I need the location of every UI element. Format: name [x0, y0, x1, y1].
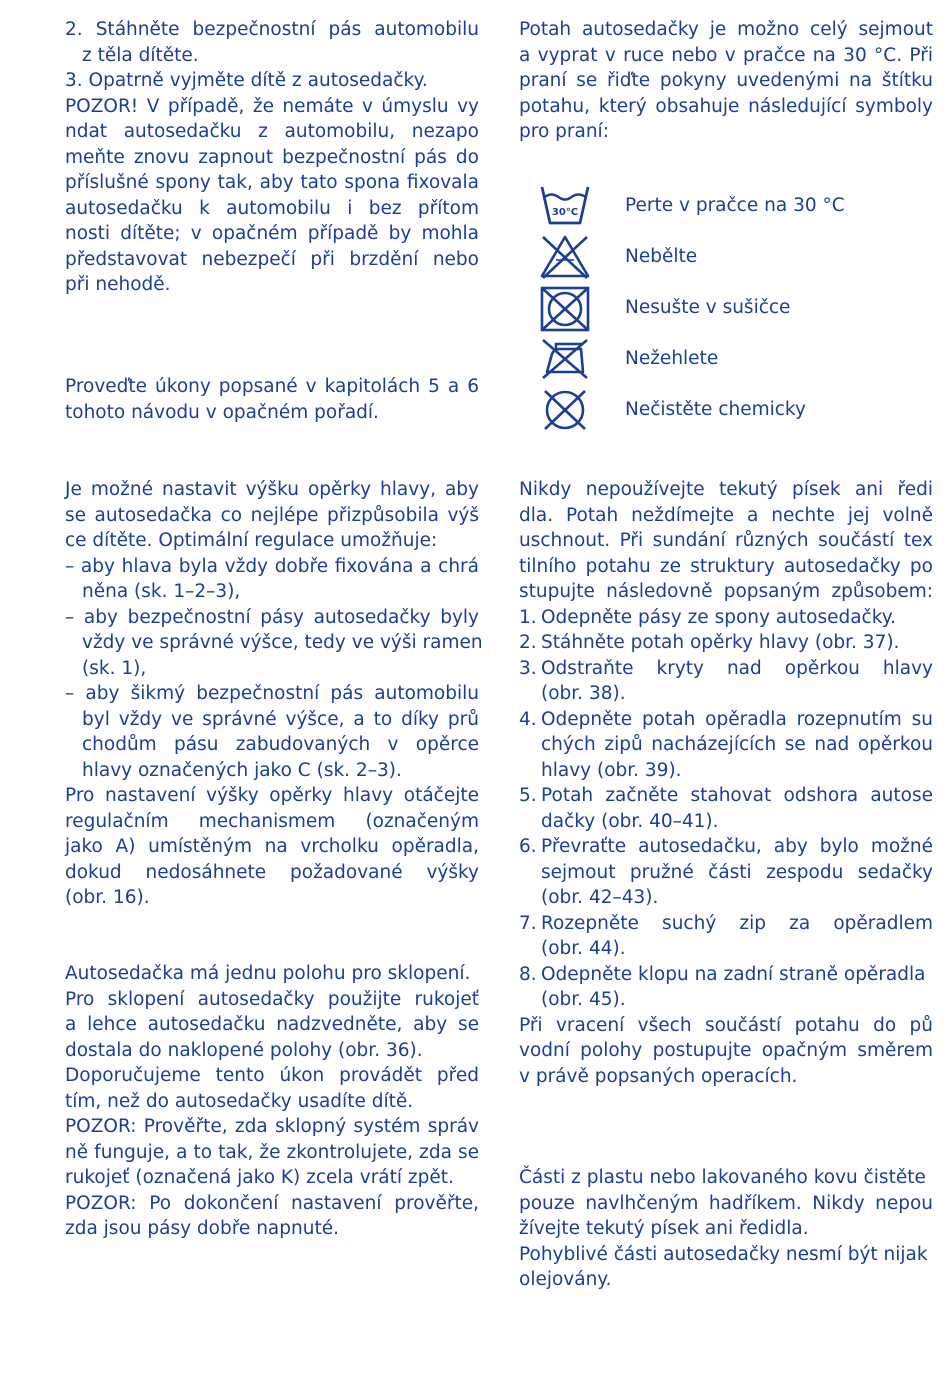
symbol-no-iron — [519, 334, 933, 384]
text-line: ndat autosedačku z automobilu, nezapo — [65, 121, 479, 142]
text-line: praní se řiďte pokyny uvedenými na štítku — [519, 70, 933, 91]
text-line: představovat nebezpečí při brzdění nebo — [65, 248, 479, 270]
text-line: (sk. 1), — [82, 657, 147, 679]
symbol-no-tumble-dry — [519, 283, 933, 333]
text-line: při nehodě. — [65, 274, 171, 295]
cover-removal-section — [519, 477, 933, 1089]
text-line: Pohyblivé části autosedačky nesmí být nijak — [519, 1243, 928, 1265]
symbol-wash-30 — [519, 181, 933, 231]
plastic-parts-paragraph — [519, 1165, 933, 1293]
text-line: (obr. 16). — [65, 887, 150, 908]
step-text: (obr. 45). — [541, 989, 626, 1010]
text-line: žívejte tekutý písek ani ředidla. — [519, 1218, 809, 1239]
text-line: 3. Opatrně vyjměte dítě z autosedačky. — [65, 70, 428, 91]
text-line: POZOR: Po dokončení nastavení prověřte, — [65, 1192, 479, 1214]
reverse-order-paragraph — [65, 374, 479, 425]
step-number: 4. — [519, 708, 537, 730]
headrest-adjustment-paragraph — [65, 477, 483, 911]
text-line: POZOR: Prověřte, zda sklopný systém správ — [65, 1116, 479, 1137]
step-text: hlavy (obr. 39). — [541, 759, 682, 781]
text-line: potahu, který obsahuje následující symboly — [519, 95, 933, 117]
no-tumble-dry-icon — [539, 285, 591, 333]
text-line: hlavy označených jako C (sk. 2–3). — [82, 759, 402, 781]
text-line: meňte znovu zapnout bezpečnostní pás do — [65, 146, 479, 168]
symbol-label: Perte v pračce na 30 °C — [625, 195, 845, 216]
step-5 — [519, 783, 933, 809]
step-number: 7. — [519, 912, 537, 934]
step-7 — [519, 911, 933, 937]
step-text: dačky (obr. 40–41). — [541, 810, 719, 832]
text-line: tilního potahu ze struktury autosedačky po — [519, 555, 933, 577]
text-line: tím, než do autosedačky usadíte dítě. — [65, 1090, 414, 1112]
step-6 — [519, 834, 933, 860]
text-line: Části z plastu nebo lakovaného kovu čistěte — [519, 1167, 926, 1188]
step-text: (obr. 44). — [541, 938, 626, 959]
symbol-no-dry-clean — [519, 385, 933, 435]
step-3 — [519, 656, 933, 682]
text-line: pro praní: — [519, 121, 609, 142]
step-text: chých zipů nacházejících se nad opěrkou — [541, 734, 933, 755]
text-line: Potah autosedačky je možno celý sejmout — [519, 19, 933, 40]
text-line: v právě popsaných operacích. — [519, 1065, 798, 1087]
step-4 — [519, 707, 933, 733]
text-line: ce dítěte. Optimální regulace umožňuje: — [65, 530, 438, 551]
symbol-label: Nebělte — [625, 246, 698, 267]
text-line: – aby šikmý bezpečnostní pás automobilu — [65, 683, 479, 704]
text-line: dla. Potah neždímejte a nechte jej volně — [519, 504, 933, 526]
text-line: byl vždy ve správné výšce, a to díky prů — [82, 708, 479, 730]
step-8 — [519, 962, 933, 988]
text-line: vždy ve správné výšce, tedy ve výši ramen — [82, 632, 483, 653]
text-line: zda jsou pásy dobře napnuté. — [65, 1218, 339, 1239]
text-line: se autosedačka co nejlépe přizpůsobila výš — [65, 504, 479, 526]
text-line: olejovány. — [519, 1269, 612, 1290]
text-line: – aby bezpečnostní pásy autosedačky byly — [65, 606, 479, 628]
step-text: Rozepněte suchý zip za opěradlem — [541, 912, 933, 934]
text-line: něna (sk. 1–2–3), — [82, 581, 241, 602]
text-line: 2. Stáhněte bezpečnostní pás automobilu — [65, 19, 479, 40]
text-line: Při vracení všech součástí potahu do pů — [519, 1014, 933, 1036]
step-text: (obr. 38). — [541, 683, 626, 704]
text-line: stupujte následovně popsaným způsobem: — [519, 581, 933, 602]
text-line: uschnout. Při sundání různých součástí tex — [519, 530, 933, 551]
step-number: 8. — [519, 963, 537, 985]
step-text: Odepněte klopu na zadní straně opěradla — [541, 963, 926, 985]
text-line: Pro sklopení autosedačky použijte rukojeť — [65, 988, 479, 1010]
step-text: (obr. 42–43). — [541, 887, 659, 908]
text-line: regulačním mechanismem (označeným — [65, 810, 479, 832]
step-text: Odepněte potah opěradla rozepnutím su — [541, 708, 933, 730]
text-line: Proveďte úkony popsané v kapitolách 5 a 6 — [65, 376, 479, 397]
step-number: 6. — [519, 836, 537, 857]
text-line: Je možné nastavit výšku opěrky hlavy, aby — [65, 479, 479, 500]
step-text: Převraťte autosedačku, aby bylo možné — [541, 836, 933, 857]
symbol-label: Nesušte v sušičce — [625, 297, 791, 318]
symbol-label: Nečistěte chemicky — [625, 399, 806, 420]
text-line: rukojeť (označená jako K) zcela vrátí zpět. — [65, 1167, 454, 1188]
wash-30-icon — [539, 183, 591, 229]
step-text: sejmout pružné části zespodu sedačky — [541, 861, 933, 883]
text-line: dokud nedosáhnete požadované výšky — [65, 861, 479, 883]
text-line: Nikdy nepoužívejte tekutý písek ani ředi — [519, 479, 933, 500]
no-bleach-icon — [539, 234, 591, 280]
text-line: – aby hlava byla vždy dobře fixována a chrá — [65, 555, 479, 577]
step-2 — [519, 630, 933, 656]
tub-temperature-text: 30°C — [551, 207, 579, 218]
step-text: Odstraňte kryty nad opěrkou hlavy — [541, 657, 933, 679]
step-number: 5. — [519, 785, 537, 806]
recline-paragraph — [65, 961, 479, 1242]
text-line: Doporučujeme tento úkon provádět před — [65, 1065, 479, 1086]
symbol-no-bleach — [519, 232, 933, 282]
step-number: 3. — [519, 657, 537, 679]
text-line: a vyprat v ruce nebo v pračce na 30 °C. Při — [519, 44, 933, 66]
step-text: Odepněte pásy ze spony autosedačky. — [541, 606, 896, 628]
text-line: z těla dítěte. — [82, 44, 199, 66]
text-line: chodům pásu zabudovaných v opěrce — [82, 734, 479, 755]
text-line: pouze navlhčeným hadříkem. Nikdy nepou — [519, 1192, 933, 1214]
unbuckle-instructions — [65, 17, 479, 298]
step-text: Stáhněte potah opěrky hlavy (obr. 37). — [541, 632, 900, 653]
text-line: ně funguje, a to tak, že zkontrolujete, zda se — [65, 1141, 479, 1163]
text-line: Autosedačka má jednu polohu pro sklopení. — [65, 963, 471, 984]
text-line: nosti dítěte; v opačném případě by mohla — [65, 223, 479, 244]
step-1 — [519, 605, 933, 631]
step-text: Potah začněte stahovat odshora autose — [541, 785, 933, 806]
text-line: Pro nastavení výšky opěrky hlavy otáčejte — [65, 785, 479, 806]
no-iron-icon — [539, 336, 591, 382]
text-line: jako A) umístěným na vrcholku opěradla, — [65, 836, 479, 857]
washing-paragraph — [519, 17, 933, 145]
text-line: dostala do naklopené polohy (obr. 36). — [65, 1039, 423, 1061]
text-line: tohoto návodu v opačném pořadí. — [65, 401, 379, 423]
text-line: a lehce autosedačku nadzvedněte, aby se — [65, 1014, 479, 1035]
step-number: 2. — [519, 632, 537, 653]
text-line: příslušné spony tak, aby tato spona fixovala — [65, 172, 479, 193]
text-line: autosedačku k automobilu i bez přítom — [65, 197, 479, 219]
text-line: POZOR! V případě, že nemáte v úmyslu vy — [65, 95, 479, 117]
no-dry-clean-icon — [539, 387, 591, 433]
text-line: vodní polohy postupujte opačným směrem — [519, 1040, 933, 1061]
step-number: 1. — [519, 606, 537, 628]
symbol-label: Nežehlete — [625, 348, 719, 369]
